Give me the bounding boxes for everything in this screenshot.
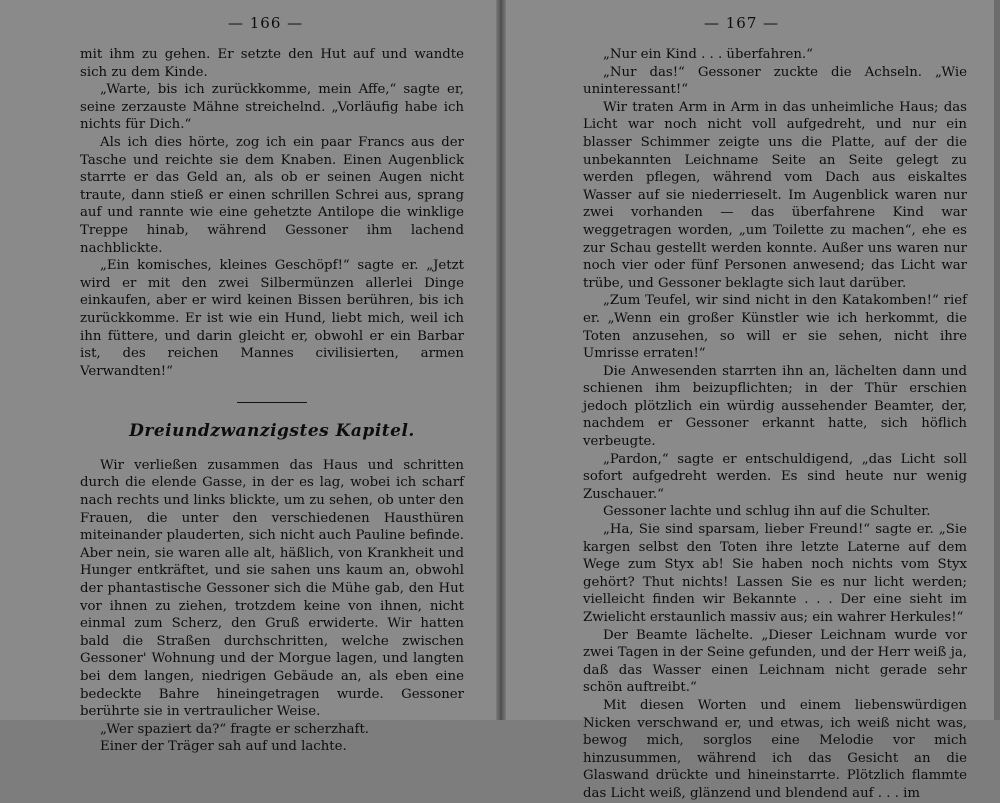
paragraph: Wir verließen zusammen das Haus und schritten durch die elende Gasse, in der es lag, wobei ich scharf nach rechts und links blickte, um zu sehen, ob unter den Frauen, die unter den verschiedenen Hausthüren miteinander plauderten, sich nicht auch Pauline befinde. Aber nein, sie waren alle alt, häßlich, von Krankheit und Hunger entkräftet, und sie sahen uns kaum an, obwohl der phantastische Gessoner sich die Mühe gab, den Hut vor ihnen zu ziehen, trotzdem keine von ihnen, nicht einmal zum Scherz, den Gruß erwiderte. Wir hatten bald die Straßen durchschritten, welche zwischen Gessoner' Wohnung und der Morgue lagen, und langten bei dem langen, niedrigen Gebäude an, als eben eine bedeckte Bahre hineingetragen wurde. Gessoner berührte sie in vertraulicher Weise. (80, 457, 464, 720)
paragraph: „Nur ein Kind . . . überfahren.“ (603, 47, 813, 62)
paragraph: Mit diesen Worten und einem liebenswürdigen Nicken verschwand er, und etwas, ich weiß nicht was, bewog mich, sorglos eine Melodie vor mich hinzusummen, während ich das Gesicht an die Glaswand drückte und hineinstarrte. Plötzlich flammte das Licht weiß, glänzend und blendend auf . . . im (583, 697, 967, 801)
left-page (0, 0, 500, 755)
page-number-left: — 166 — (228, 14, 304, 32)
paragraph: mit ihm zu gehen. Er setzte den Hut auf und wandte sich zu dem Kinde. (80, 47, 464, 80)
paragraph: „Ha, Sie sind sparsam, lieber Freund!“ sagte er. „Sie kargen selbst den Toten ihre letzte Laterne auf dem Wege zum Styx ab! Sie haben noch nichts vom Styx gehört? Thut nichts! Lassen Sie es nur licht werden; vielleicht finden wir Bekannte . . . Der eine sieht im Zwielicht erstaunlich massiv aus; ein wahrer Herkules!“ (583, 522, 967, 625)
paragraph: „Wer spaziert da?“ fragte er scherzhaft. (100, 721, 370, 737)
paragraph: „Warte, bis ich zurückkomme, mein Affe,“ sagte er, seine zerzauste Mähne streichelnd. „Vorläufig habe ich nichts für Dich.“ (80, 82, 464, 133)
paragraph: „Zum Teufel, wir sind nicht in den Katakomben!“ rief er. „Wenn ein großer Künstler wie ich herkommt, die Toten anzusehen, so will er sie sehen, nicht ihre Umrisse erraten!“ (583, 293, 967, 362)
paragraph: Als ich dies hörte, zog ich ein paar Francs aus der Tasche und reichte sie dem Knaben. Einen Augenblick starrte er das Geld an, als ob er seinen Augen nicht traute, dann stieß er einen schrillen Schrei aus, sprang auf und rannte wie eine gehetzte Antilope die winklige Treppe hinab, während Gessoner ihm lachend nachblickte. (80, 134, 464, 256)
paragraph: Gessoner lachte und schlug ihn auf die Schulter. (603, 504, 931, 520)
right-page-text (583, 46, 967, 803)
paragraph: „Pardon,“ sagte er entschuldigend, „das Licht soll sofort aufgedreht werden. Es sind heute nur wenig Zuschauer.“ (583, 451, 967, 502)
paragraph: Einer der Träger sah auf und lachte. (100, 739, 347, 755)
paragraph: Wir traten Arm in Arm in das unheimliche Haus; das Licht war noch nicht voll aufgedreht, und nur ein blasser Schimmer zeigte uns die Platte, auf der die unbekannten Leichname Seite an Seite gelegt zu werden pflegen, während vom Dach aus eiskaltes Wasser auf sie niederrieselt. Im Augenblick waren nur zwei vorhanden — das überfahrene Kind war weggetragen worden, „um Toilette zu machen“, ehe es zur Schau gestellt werden konnte. Außer uns waren nur noch vier oder fünf Personen anwesend; das Licht war trübe, und Gessoner beklagte sich laut darüber. (583, 99, 967, 291)
paragraph: „Ein komisches, kleines Geschöpf!“ sagte er. „Jetzt wird er mit den zwei Silbermünzen allerlei Dinge einkaufen, aber er wird keinen Bissen berühren, bis ich zurückkomme. Er ist wie ein Hund, liebt mich, weil ich ihn füttere, und darin gleicht er, obwohl er ein Barbar ist, des reichen Mannes civilisierten, armen Verwandten!“ (80, 258, 464, 379)
paragraph: Der Beamte lächelte. „Dieser Leichnam wurde vor zwei Tagen in der Seine gefunden, und der Herr weiß ja, daß das Wasser einen Leichnam nicht gerade sehr schön auftreibt.“ (583, 627, 967, 696)
left-page-text (80, 46, 464, 756)
page-number-right: — 167 — (704, 14, 780, 32)
chapter-title: Dreiundzwanzigstes Kapitel. (129, 421, 415, 442)
section-divider (237, 402, 307, 403)
paragraph: Die Anwesenden starrten ihn an, lächelten dann und schienen ihm beizupflichten; in der Thür erschien jedoch plötzlich ein würdig aussehender Beamter, der, nachdem er Gessoner erkannt hatte, sich höflich verbeugte. (583, 363, 967, 450)
page-edge (994, 0, 1000, 720)
book-gutter (496, 0, 506, 720)
paragraph: „Nur das!“ Gessoner zuckte die Achseln. „Wie uninteressant!“ (583, 64, 967, 98)
